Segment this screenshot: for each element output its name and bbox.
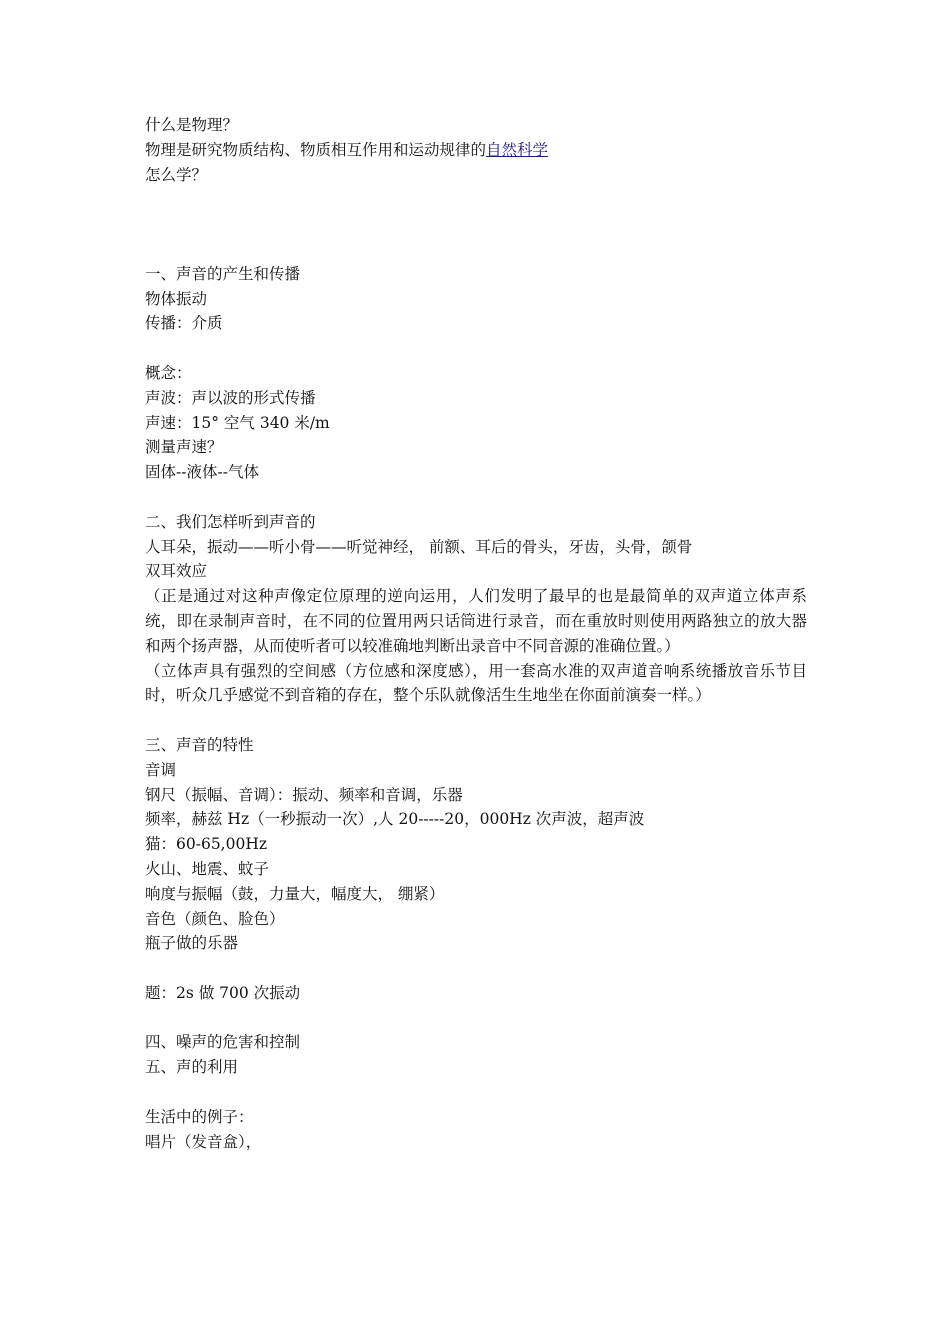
section-5-line: 生活中的例子： — [145, 1107, 254, 1126]
spacer — [145, 485, 810, 510]
spacer — [145, 1080, 810, 1105]
concept-label: 概念： — [145, 363, 192, 382]
spacer — [145, 187, 810, 237]
section-3-line: 频率，赫兹 Hz（一秒振动一次）,人 20-----20，000Hz 次声波，超声波 — [145, 810, 645, 829]
stereo-paragraph: （立体声具有强烈的空间感（方位感和深度感），用一套高水准的双声道音响系统播放音乐节目时，听众几乎感觉不到音箱的存在，整个乐队就像活生生地坐在你面前演奏一样。） — [145, 661, 807, 705]
section-3-line: 猫：60-65,00Hz — [145, 835, 268, 854]
document-body — [145, 113, 810, 1154]
section-2-heading: 二、我们怎样听到声音的 — [145, 512, 316, 531]
question-how-to-learn: 怎么学？ — [145, 165, 208, 184]
spacer — [145, 956, 810, 981]
section-5-heading: 五、声的利用 — [145, 1058, 239, 1077]
natural-science-link[interactable]: 自然科学 — [486, 140, 549, 159]
spacer — [145, 1006, 810, 1031]
section-2-line: 双耳效应 — [145, 562, 208, 581]
section-3-line: 瓶子做的乐器 — [145, 934, 239, 953]
section-3-line: 火山、地震、蚊子 — [145, 859, 270, 878]
section-3-heading: 三、声音的特性 — [145, 735, 254, 754]
binaural-paragraph: （正是通过对这种声像定位原理的逆向运用，人们发明了最早的也是最简单的双声道立体声系统，即在录制声音时，在不同的位置用两只话筒进行录音，而在重放时则使用两路独立的放大器和两个扬声器，从而使听者可以较准确地判断出录音中不同音源的准确位置。） — [145, 587, 807, 655]
section-1-line: 测量声速？ — [145, 438, 223, 457]
definition-text: 物理是研究物质结构、物质相互作用和运动规律的 — [145, 140, 487, 159]
spacer — [145, 708, 810, 733]
section-1-heading: 一、声音的产生和传播 — [145, 264, 301, 283]
section-3-line: 响度与振幅（鼓，力量大，幅度大， 绷紧） — [145, 884, 445, 903]
section-1-line: 传播：介质 — [145, 314, 223, 333]
spacer — [145, 237, 810, 262]
section-1-line: 物体振动 — [145, 289, 208, 308]
section-3-line: 音色（颜色、脸色） — [145, 909, 285, 928]
section-2-line: 人耳朵，振动——听小骨——听觉神经， 前额、耳后的骨头，牙齿，头骨，颌骨 — [145, 537, 693, 556]
question-what-is-physics: 什么是物理？ — [145, 116, 239, 134]
exercise: 题：2s 做 700 次振动 — [145, 983, 301, 1002]
section-1-line: 声波：声以波的形式传播 — [145, 388, 316, 407]
section-4-heading: 四、噪声的危害和控制 — [145, 1033, 301, 1052]
section-3-line: 钢尺（振幅、音调）：振动、频率和音调，乐器 — [145, 785, 463, 804]
section-5-line: 唱片（发音盒）， — [145, 1132, 262, 1151]
spacer — [145, 336, 810, 361]
section-1-line: 固体--液体--气体 — [145, 463, 259, 482]
physics-definition — [145, 138, 810, 163]
section-1-line: 声速：15° 空气 340 米/m — [145, 413, 330, 432]
section-3-line: 音调 — [145, 760, 177, 779]
